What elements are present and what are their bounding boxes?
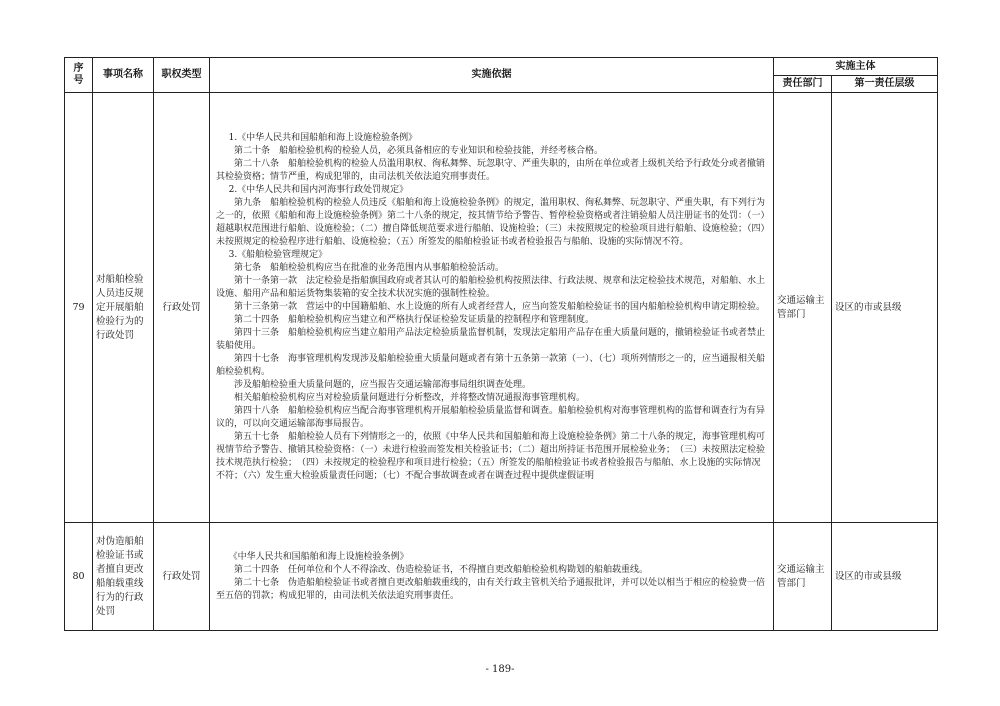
responsible-dept: 交通运输主管部门 xyxy=(774,93,832,523)
regulation-table xyxy=(64,57,938,631)
item-name: 对伪造船舶检验证书或者擅自更改船舶载重线行为的行政处罚 xyxy=(93,523,154,631)
basis-paragraph: 第二十八条 船舶检验机构的检验人员滥用职权、徇私舞弊、玩忽职守、严重失职的，由所在单位或者上级机关给予行政处分或者撤销其检验资格；情节严重，构成犯罪的，由司法机关依法追究刑事责任。 xyxy=(216,159,766,182)
basis-paragraph: 第二十四条 任何单位和个人不得涂改、伪造检验证书，不得擅自更改船舶检验机构勘划的船舶载重线。 xyxy=(234,564,649,575)
responsibility-level: 设区的市或县级 xyxy=(832,93,938,523)
basis-paragraph: 第四十八条 船舶检验机构应当配合海事管理机构开展船舶检验质量监督和调查。船舶检验机构对海事管理机构的监督和调查行为有异议的，可以向交通运输部海事局报告。 xyxy=(216,406,766,429)
basis-paragraph: 第十一条第一款 法定检验是指船旗国政府或者其认可的船舶检验机构按照法律、行政法规、规章和法定检验技术规范，对船舶、水上设施、船用产品和船运货物集装箱的安全技术状况实施的强制性检验。 xyxy=(216,276,766,299)
legal-basis xyxy=(210,93,774,523)
row-number: 80 xyxy=(65,523,93,631)
responsibility-level: 设区的市或县级 xyxy=(832,523,938,631)
header-level: 第一责任层级 xyxy=(832,76,938,93)
basis-paragraph: 第九条 船舶检验机构的检验人员违反《船舶和海上设施检验条例》的规定，滥用职权、徇私舞弊、玩忽职守、严重失职，有下列行为之一的，依照《船舶和海上设施检验条例》第二十八条的规定，按其情节给予警告、暂停检验资格或者注销验船人员注册证书的处罚：（一）超越职权范围进行船舶、设施检验；（二）擅自降低规范要求进行船舶、设施检验；（三）未按照规定的检验项目进行船舶、设施检验；（四）未按照规定的检验程序进行船舶、设施检验；（五）所签发的船舶检验证书或者检验报告与船舶、设施的实际情况不符。 xyxy=(216,198,766,247)
header-name: 事项名称 xyxy=(93,58,154,93)
basis-paragraph: 第十三条第一款 营运中的中国籍船舶、水上设施的所有人或者经营人，应当向签发船舶检验证书的国内船舶检验机构申请定期检验。 xyxy=(234,302,766,312)
header-no: 序号 xyxy=(65,58,93,93)
basis-paragraph: 第四十七条 海事管理机构发现涉及船舶检验重大质量问题或者有第十五条第一款第（一）、（七）项所列情形之一的，应当通报相关船舶检验机构。 xyxy=(216,354,766,377)
page-number: - 189- xyxy=(485,664,515,675)
table-row xyxy=(65,93,938,523)
regulation-table-page xyxy=(64,57,937,631)
row-number: 79 xyxy=(65,93,93,523)
basis-paragraph: 第四十三条 船舶检验机构应当建立船用产品法定检验质量监督机制，发现法定船用产品存在重大质量问题的，撤销检验证书或者禁止装船使用。 xyxy=(216,328,766,351)
item-name: 对船舶检验人员违反规定开展船舶检验行为的行政处罚 xyxy=(93,93,154,523)
header-subject: 实施主体 xyxy=(774,58,938,76)
basis-paragraph: 《中华人民共和国船舶和海上设施检验条例》 xyxy=(228,551,409,562)
basis-paragraph: 第二十四条 船舶检验机构应当建立和严格执行保证检验发证质量的控制程序和管理制度。 xyxy=(234,315,595,325)
header-dept: 责任部门 xyxy=(774,76,832,93)
basis-paragraph: 1.《中华人民共和国船舶和海上设施检验条例》 xyxy=(228,133,418,143)
basis-paragraph: 第二十七条 伪造船舶检验证书或者擅自更改船舶载重线的，由有关行政主管机关给予通报批评，并可以处以相当于相应的检验费一倍至五倍的罚款；构成犯罪的，由司法机关依法追究刑事责任。 xyxy=(216,577,766,601)
basis-paragraph: 第五十七条 船舶检验人员有下列情形之一的，依照《中华人民共和国船舶和海上设施检验条例》第二十八条的规定，海事管理机构可视情节给予警告、撤销其检验资格：（一）未进行检验而签发相关检验证书；（二）超出所持证书范围开展检验业务； （三）未按照法定检验技术规范执行检验； （四）未按规定的检验程序和项目进行检验；（五）所签发的船舶检验证书或者检验报告与船舶、水上设施的实际情况不符；（六）发生重大检验质量责任问题；（七）不配合事故调查或者在调查过程中提供虚假证明 xyxy=(216,432,766,481)
basis-paragraph: 3.《船舶检验管理规定》 xyxy=(228,250,328,260)
basis-paragraph: 相关船舶检验机构应当对检验质量问题进行分析整改，并将整改情况通报海事管理机构。 xyxy=(234,393,586,403)
basis-paragraph: 2.《中华人民共和国内河海事行政处罚规定》 xyxy=(228,185,409,195)
header-type: 职权类型 xyxy=(154,58,210,93)
basis-paragraph: 第二十条 船舶检验机构的检验人员，必须具备相应的专业知识和检验技能，并经考核合格。 xyxy=(234,146,604,156)
authority-type: 行政处罚 xyxy=(154,523,210,631)
basis-paragraph: 第七条 船舶检验机构应当在批准的业务范围内从事船舶检验活动。 xyxy=(234,263,505,273)
header-basis: 实施依据 xyxy=(210,58,774,93)
table-row xyxy=(65,523,938,631)
basis-paragraph: 涉及船舶检验重大质量问题的，应当报告交通运输部海事局组织调查处理。 xyxy=(234,380,532,390)
legal-basis xyxy=(210,523,774,631)
authority-type: 行政处罚 xyxy=(154,93,210,523)
responsible-dept: 交通运输主管部门 xyxy=(774,523,832,631)
